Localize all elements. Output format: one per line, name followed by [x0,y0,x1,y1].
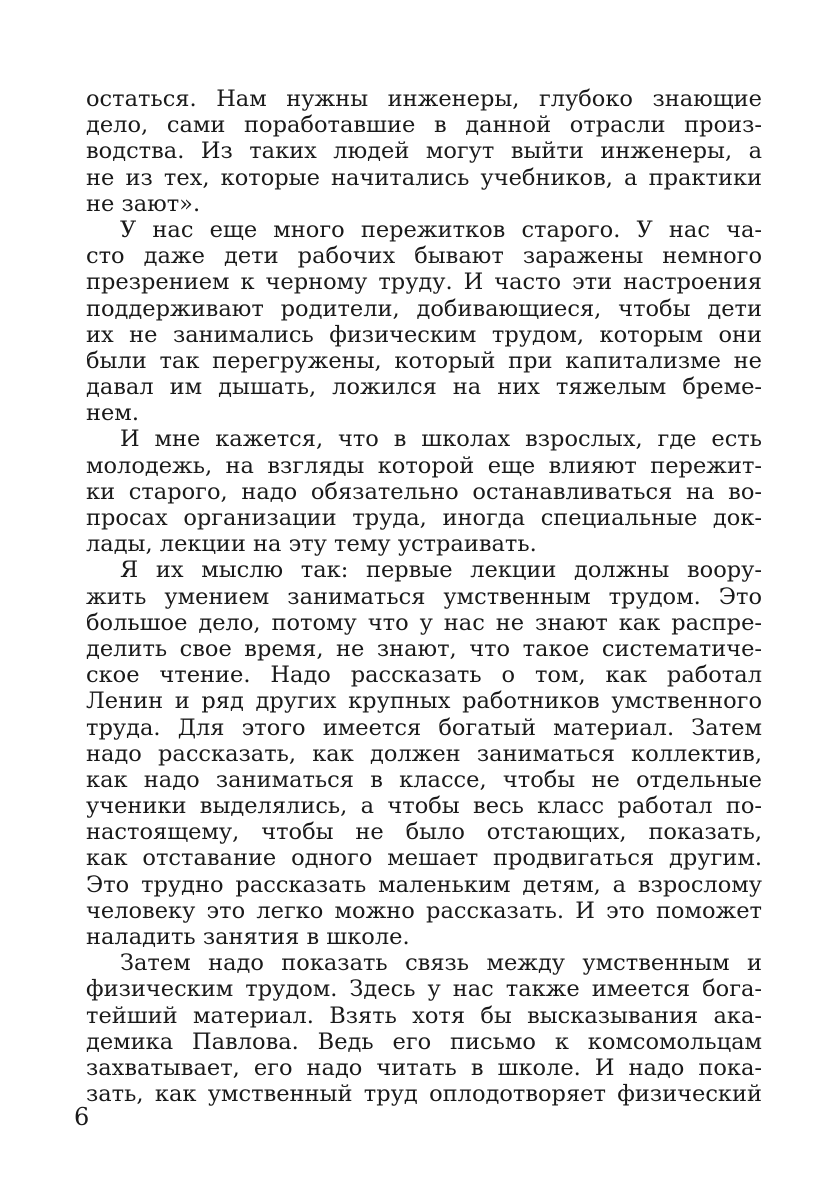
page-number: 6 [74,1103,90,1131]
text-line: как отставание одного мешает продвигаться другим. [86,845,762,872]
text-line: жить умением заниматься умственным трудом. Это [86,583,762,610]
text-line: остаться. Нам нужны инженеры, глубоко знающие [86,86,762,112]
paragraph-5 [86,950,762,1107]
text-line: делить свое время, не знают, что такое систематиче- [86,635,762,662]
text-line: давал им дышать, ложился на них тяжелым бреме- [86,374,762,401]
text-line: физическим трудом. Здесь у нас также имеется бога- [86,976,762,1003]
text-line: презрением к черному труду. И часто эти настроения [86,269,762,296]
text-line: лады, лекции на эту тему устраивать. [86,531,537,558]
text-line: У нас еще много пережитков старого. У нас ча- [120,216,762,243]
text-line: были так перегружены, который при капитализме не [86,347,762,374]
text-line: ученики выделялись, а чтобы весь класс работал по- [86,793,762,820]
text-line: просах организации труда, иногда специальные док- [86,505,762,531]
text-line: ки старого, надо обязательно останавливаться на во- [86,478,762,505]
text-line: их не занимались физическим трудом, которым они [86,321,762,348]
text-line: зать, как умственный труд оплодотворяет физический [86,1081,762,1108]
text-line: человеку это легко можно рассказать. И это поможет [86,897,762,924]
paragraph-4 [86,557,762,950]
paragraph-1 [86,86,762,217]
paragraph-2 [86,217,762,427]
text-line: демика Павлова. Ведь его письмо к комсомольцам [86,1028,762,1055]
text-line: не зают». [86,190,201,217]
text-line: тейший материал. Взять хотя бы высказывания ака- [86,1002,762,1029]
text-line: надо рассказать, как должен заниматься коллектив, [86,740,762,767]
text-line: водства. Из таких людей могут выйти инженеры, а [86,138,762,165]
text-line: молодежь, на взгляды которой еще влияют пережит- [86,452,762,479]
text-line: Я их мыслю так: первые лекции должны воору- [120,557,762,584]
text-line: настоящему, чтобы не было отстающих, показать, [86,819,762,846]
text-line: большое дело, потому что у нас не знают как распре- [86,609,762,636]
text-line: не из тех, которые начитались учебников, а практики [86,164,762,191]
text-line: И мне кажется, что в школах взрослых, где есть [120,426,762,453]
text-line: Затем надо показать связь между умственным и [120,950,762,977]
text-line: ское чтение. Надо рассказать о том, как работал [86,662,762,689]
text-line: сто даже дети рабочих бывают заражены немного [86,243,762,270]
text-line: Ленин и ряд других крупных работников умственного [86,688,762,715]
text-line: поддерживают родители, добивающиеся, чтобы дети [86,295,762,322]
text-line: дело, сами поработавшие в данной отрасли произ- [86,112,762,139]
text-line: захватывает, его надо читать в школе. И надо пока- [86,1054,762,1081]
text-line: нем. [86,400,139,427]
text-line: наладить занятия в школе. [86,924,410,950]
page-text [86,86,762,1107]
paragraph-3 [86,426,762,557]
text-line: труда. Для этого имеется богатый материал. Затем [86,714,762,741]
text-line: Это трудно рассказать маленьким детям, а взрослому [86,871,762,898]
text-line: как надо заниматься в классе, чтобы не отдельные [86,766,762,793]
